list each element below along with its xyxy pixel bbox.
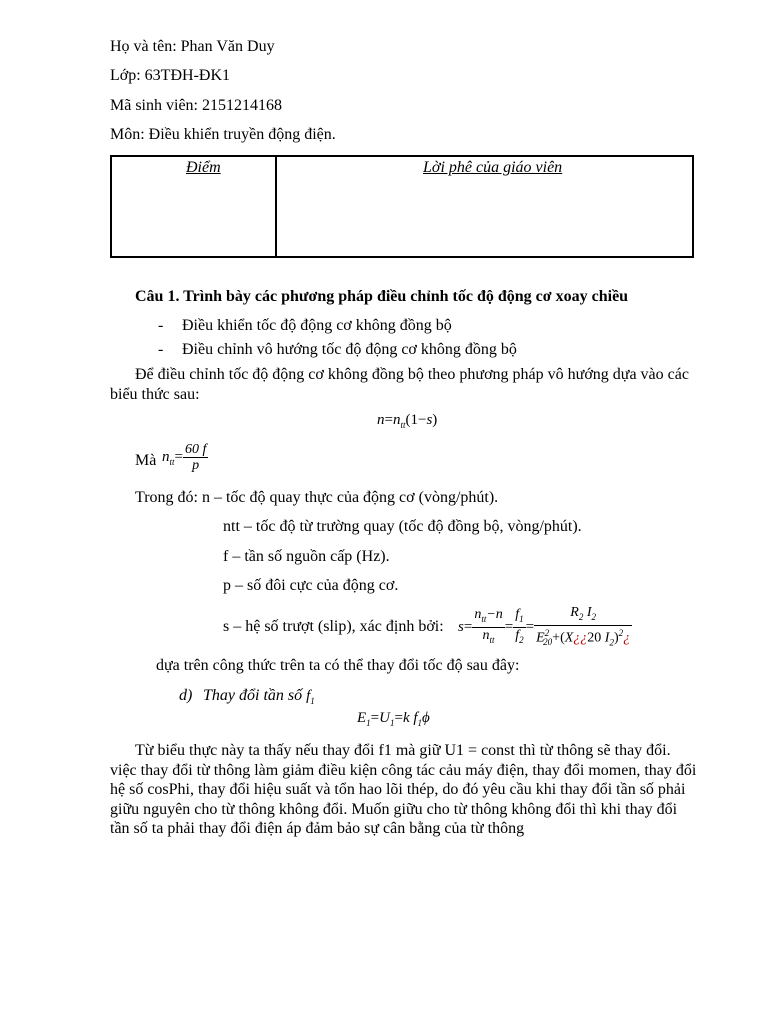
based-on-line: dựa trên công thức trên ta có thể thay đổi tốc độ sau đây: — [156, 657, 520, 674]
question-title: Câu 1. Trình bày các phương pháp điều chỉnh tốc độ động cơ xoay chiều — [135, 288, 629, 305]
formula-ntt: $n_{tt}=$ $\frac{60 f}{p}$ — [162, 442, 207, 473]
student-name: Họ và tên: Phan Văn Duy — [110, 38, 275, 55]
bullet-dash: - — [158, 317, 164, 334]
subject: Môn: Điều khiển truyền động điện. — [110, 126, 336, 143]
formula-slip: s= $\frac{n_{tt}-n}{n_{tt}}$ = $\frac{f_1}{f_2}$ = $\frac{R_2 I_2}{E^2_{20}+(X¿¿20 I_2)^2¿}$ — [458, 605, 631, 648]
intro-paragraph: Để điều chỉnh tốc độ động cơ không đồng bộ theo phương pháp vô hướng dựa vào các biểu thức sau: — [110, 366, 689, 403]
where-ntt: ntt – tốc độ từ trường quay (tốc độ đồng bộ, vòng/phút). — [223, 518, 582, 535]
grade-table — [110, 155, 694, 258]
grade-header: Điểm — [186, 159, 221, 176]
teacher-comment-header: Lời phê của giáo viên — [423, 159, 563, 176]
bullet-item: Điều khiển tốc độ động cơ không đồng bộ — [182, 317, 452, 334]
bullet-item: Điều chỉnh vô hướng tốc độ động cơ không đồng bộ — [182, 341, 517, 358]
grade-cell[interactable] — [112, 181, 274, 256]
where-p: p – số đôi cực của động cơ. — [223, 577, 399, 594]
ma-label: Mà — [135, 452, 157, 469]
sub-item-marker: d) — [179, 687, 193, 704]
formula-speed: $n=n_{tt}(1-s)$ — [377, 412, 438, 430]
teacher-comment-cell[interactable] — [278, 181, 692, 256]
formula-emf: $E_1=U_1=k$ $f_1\phi$ — [357, 710, 430, 728]
where-f: f – tần số nguồn cấp (Hz). — [223, 548, 390, 565]
table-divider — [275, 157, 277, 256]
where-s: s – hệ số trượt (slip), xác định bởi: — [223, 618, 444, 635]
student-id: Mã sinh viên: 2151214168 — [110, 97, 282, 114]
where-n: Trong đó: n – tốc độ quay thực của động cơ (vòng/phút). — [135, 489, 499, 506]
student-class: Lớp: 63TĐH-ĐK1 — [110, 67, 230, 84]
bullet-dash: - — [158, 341, 164, 358]
conclusion-paragraph: Từ biểu thực này ta thấy nếu thay đổi f1 mà giữ U1 = const thì từ thông sẽ thay đổi. việc thay đổi từ thông làm giảm điều kiện công tác cảu máy điện, thay đổi momen, thay đổi hệ số cosPhi, thay đổi hiệu suất và tổn hao lõi thép, do đó yêu cầu khi thay đổi tần số phải giữu nguyên cho từ thông không đổi. Muốn giữu cho từ thông không đổi thì khi thay đổi tần số ta phải thay đổi điện áp đảm bảo sự cân bằng của từ thông — [110, 742, 697, 837]
sub-item-title: Thay đổi tần số $f_1$ — [203, 687, 315, 706]
